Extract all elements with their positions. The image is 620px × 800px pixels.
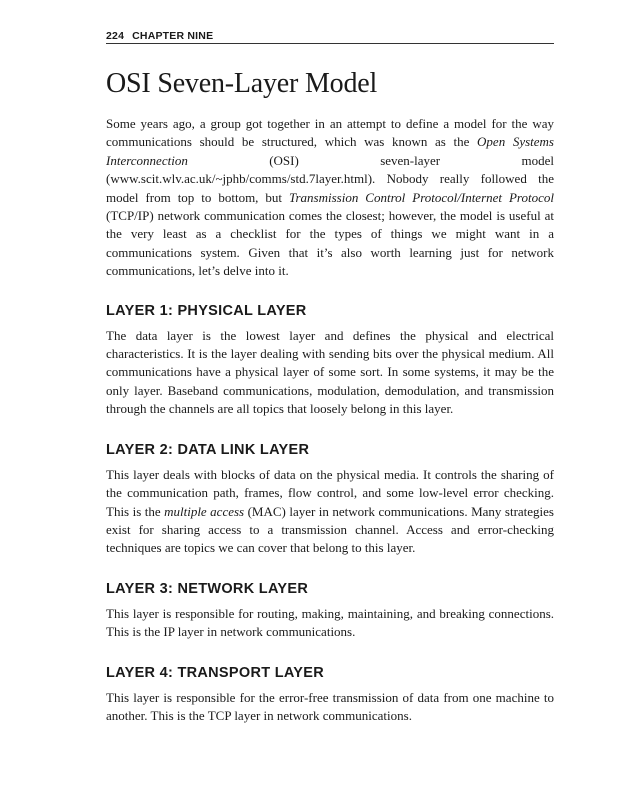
section-layer-3 xyxy=(106,580,554,642)
section-body: This layer is responsible for the error-free transmission of data from one machine to another. This is the TCP layer in network communications. xyxy=(106,689,554,723)
intro-emphasis-osi: Open Systems Interconnection xyxy=(106,134,554,168)
section-layer-1 xyxy=(106,302,554,419)
book-page xyxy=(106,30,554,725)
intro-text-1: Some years ago, a group got together in an attempt to define a model for the way communications should be structured, which was known as the xyxy=(106,116,554,150)
section-heading: LAYER 2: DATA LINK LAYER xyxy=(106,441,310,458)
section-layer-4 xyxy=(106,664,554,726)
emphasis-multiple-access: multiple access xyxy=(164,503,245,519)
body-text-b: (MAC) layer in network communications. Many strategies exist for sharing access to a transmission channel. Access and error-checking techniques are topics we can cover that belong to this layer. xyxy=(106,503,554,556)
body-text-a: This layer deals with blocks of data on the physical media. It controls the sharing of the communication path, frames, flow control, and some low-level error checking. This is the xyxy=(106,466,554,519)
intro-paragraph xyxy=(106,115,554,281)
section-heading: LAYER 3: NETWORK LAYER xyxy=(106,580,309,597)
section-body: This layer is responsible for routing, making, maintaining, and breaking connections. This is the IP layer in network communications. xyxy=(106,605,554,640)
section-layer-2 xyxy=(106,441,554,558)
intro-text-2: (OSI) seven-layer model (www.scit.wlv.ac.uk/~jphb/comms/std.7layer.html). Nobody really followed the model from top to bottom, but xyxy=(106,152,554,205)
running-head xyxy=(106,30,554,44)
section-heading: LAYER 1: PHYSICAL LAYER xyxy=(106,302,307,319)
intro-emphasis-tcpip: Transmission Control Protocol/Internet Protocol xyxy=(288,189,554,205)
page-number: 224 xyxy=(106,30,125,42)
page-title: OSI Seven-Layer Model xyxy=(106,68,378,99)
section-body xyxy=(106,466,554,558)
intro-text-3: (TCP/IP) network communication comes the closest; however, the model is useful at the very least as a checklist for the types of things we might want in a communications system. Given that it’s also worth learning just for network communications, let’s delve into it. xyxy=(106,208,554,279)
chapter-label: CHAPTER NINE xyxy=(132,30,214,42)
section-body: The data layer is the lowest layer and defines the physical and electrical characteristics. It is the layer dealing with sending bits over the physical medium. All communications have a physical layer of some sort. In some systems, it may be the only layer. Baseband communications, modulation, demodulation, and transmission through the channels are all topics that loosely belong in this layer. xyxy=(106,327,554,417)
section-heading: LAYER 4: TRANSPORT LAYER xyxy=(106,664,325,681)
